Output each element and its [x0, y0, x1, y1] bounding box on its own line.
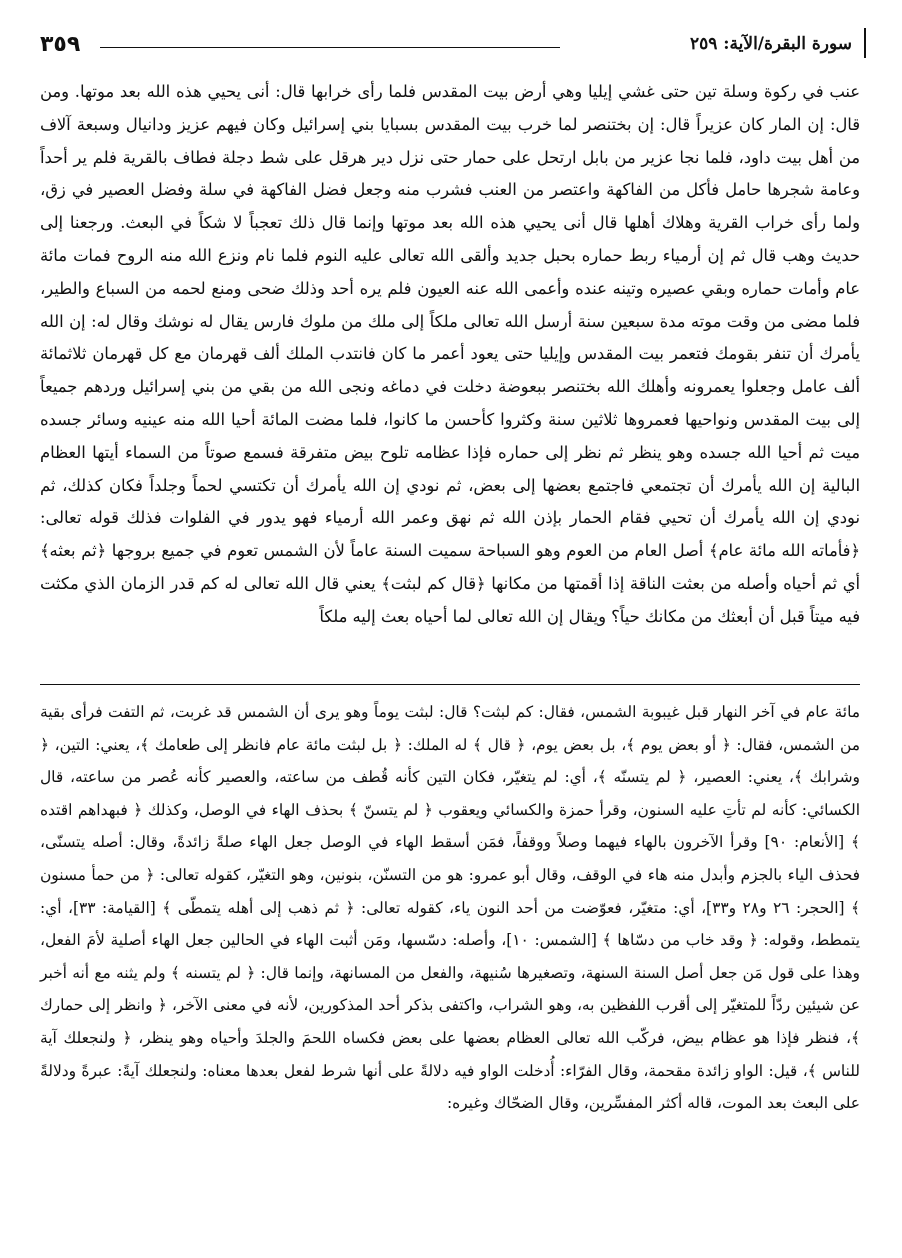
running-title: سورة البقرة/الآية: ٢٥٩: [689, 34, 852, 54]
text-divider: [40, 684, 860, 685]
page-header: [40, 30, 860, 60]
main-text-block: [40, 76, 860, 634]
header-corner-mark: [864, 28, 866, 58]
commentary-block: [40, 696, 860, 1120]
commentary-paragraph: مائة عام في آخر النهار قبل غيبوبة الشمس، فقال: كم لبثت؟ قال: لبثت يوماً وهو يرى أن الشمس قد غربت، ثم التفت فرأى بقية من الشمس، فقال: ﴿ أو بعض يوم ﴾، بل بعض يوم، ﴿ قال ﴾ له الملك: ﴿ بل لبثت مائة عام فانظر إلى طعامك ﴾، يعني: التين، ﴿ وشرابك ﴾، يعني: العصير، ﴿ لم يتسنّه ﴾، أي: لم يتغيّر، فكان التين كأنه قُطف من ساعته، والعصير كأنه عُصر من ساعته، قال الكسائي: كأنه لم تأتِ عليه السنون، وقرأ حمزة والكسائي ويعقوب ﴿ لم يتسنّ ﴾ بحذف الهاء في الوصل، وكذلك ﴿ فبهداهم اقتده ﴾ [الأنعام: ٩٠] وقرأ الآخرون بالهاء فيهما وصلاً ووقفاً، فمَن أسقط الهاء في الوصل جعل الهاء صلةً زائدةً، وقال: أصله يتسنّى، فحذف الياء بالجزم وأبدل منه هاء في الوقف، وقال أبو عمرو: هو من التسنّن، بنونين، وهو التغيّر، كقوله تعالى: ﴿ من حمأ مسنون ﴾ [الحجر: ٢٦ و٢٨ و٣٣]، أي: متغيّر، فعوّضت من أحد النون ياء، كقوله تعالى: ﴿ ثم ذهب إلى أهله يتمطّى ﴾ [القيامة: ٣٣]، أي: يتمطط، وقوله: ﴿ وقد خاب من دسّاها ﴾ [الشمس: ١٠]، وأصله: دسّسها، ومَن أثبت الهاء في الحالين جعل الهاء أصلية لأمَ الفعل، وهذا على قول مَن جعل أصل السنة السنهة، وتصغيرها سُنيهة، والفعل من المسانهة، وإنما قال: ﴿ لم يتسنه ﴾ ولم يثنه مع أنه أخبر عن شيئين ردّاً للمتغيّر إلى أقرب اللفظين به، وهو الشراب، واكتفى بذكر أحد المذكورين، لأنه في معنى الآخر، ﴿ وانظر إلى حمارك ﴾، فنظر فإذا هو عظام بيض، فركّب الله تعالى العظام بعضها على بعض فكساه اللحمَ والجلدَ وأحياه وهو ينظر، ﴿ ولنجعلك آية للناس ﴾، قيل: الواو زائدة مقحمة، وقال الفرّاء: أُدخلت الواو فيه دلالةً على أنها شرط لفعل بعدها معناه: ولنجعلك آيةً: عبرةً ودلالةً على البعث بعد الموت، قاله أكثر المفسِّرين، وقال الضحّاك وغيره:: [40, 703, 860, 1113]
page-number: ٣٥٩: [40, 32, 81, 57]
header-rule: [100, 47, 560, 48]
main-paragraph: عنب في ركوة وسلة تين حتى غشي إيليا وهي أرض بيت المقدس فلما رأى خرابها قال: أنى يحيي هذه الله بعد موتها. ومن قال: إن المار كان عزيراً قال: إن بختنصر لما خرب بيت المقدس بسبايا بني إسرائيل وكان فيهم عزيز ودانيال وسبعة آلاف من أهل بيت داود، فلما نجا عزير من بابل ارتحل على حمار حتى نزل دير هرقل على شط دجلة فطاف بالقرية فلم ير أحداً وعامة شجرها حامل فأكل من الفاكهة واعتصر من العنب فشرب منه وجعل فضل الفاكهة في سلة وفضل العصير في زق، ولما رأى خراب القرية وهلاك أهلها قال أنى يحيي هذه الله بعد موتها وإنما قال ذلك تعجباً لا شكاً في البعث. ورجعنا إلى حديث وهب قال ثم إن أرمياء ربط حماره بحبل جديد وألقى الله تعالى عليه النوم فلما نام ونزع الله منه الروح فمات مائة عام وأمات حماره وبقي عصيره وتينه عنده وأعمى الله عنه العيون فلم يره أحد وذلك ضحى ومنع لحمه من السباع والطير، فلما مضى من وقت موته مدة سبعين سنة أرسل الله تعالى ملكاً إلى ملك من ملوك فارس يقال له نوشك وقال له: إن الله يأمرك أن تنفر بقومك فتعمر بيت المقدس وإيليا حتى يعود أعمر ما كان فانتدب الملك ألف قهرمان مع كل قهرمان ثلاثمائة ألف عامل وجعلوا يعمرونه وأهلك الله بختنصر ببعوضة دخلت في دماغه ونجى الله من بقي من بني إسرائيل وردهم جميعاً إلى بيت المقدس ونواحيها فعمروها ثلاثين سنة وكثروا كأحسن ما كانوا، فلما مضت المائة أحيا الله منه عينيه وسائر جسده ميت ثم أحيا الله جسده وهو ينظر ثم نظر إلى حماره فإذا عظامه تلوح بيض متفرقة فسمع صوتاً من السماء أيتها العظام البالية إن الله يأمرك أن تجتمعي فاجتمع بعضها إلى بعض، ثم نودي إن الله يأمرك أن تكتسي لحماً وجلداً فكان كذلك، ثم نودي إن الله يأمرك أن تحيي فقام الحمار بإذن الله ثم نهق وعمر الله أرمياء فهو يدور في الفلوات فذلك قوله تعالى: ﴿فأماته الله مائة عام﴾ أصل العام من العوم وهو السباحة سميت السنة عاماً لأن الشمس تعوم في جميع بروجها ﴿ثم بعثه﴾ أي ثم أحياه وأصله من بعثت الناقة إذا أقمتها من مكانها ﴿قال كم لبثت﴾ يعني قال الله تعالى له كم قدر الزمان الذي مكثت فيه ميتاً قبل أن أبعثك من مكانك حياً؟ ويقال إن الله تعالى لما أحياه بعث إليه ملكاً: [40, 82, 860, 626]
